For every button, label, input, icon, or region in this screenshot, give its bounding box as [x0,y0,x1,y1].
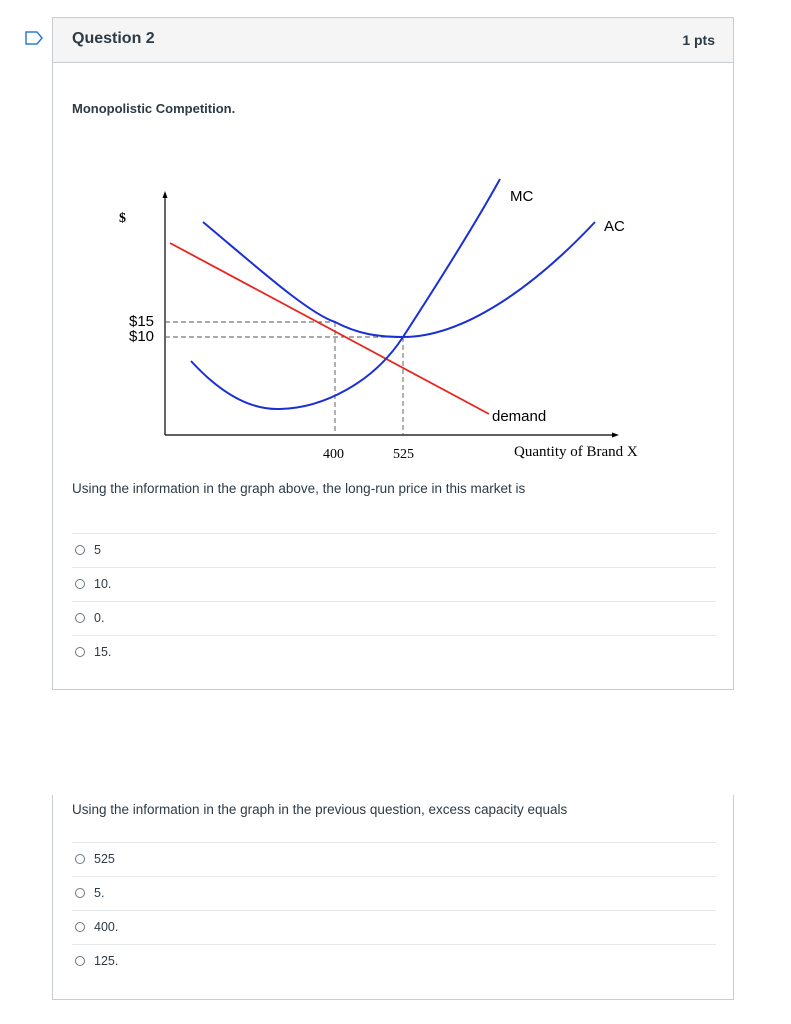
demand-curve [170,243,489,414]
y-axis-arrow-icon [163,191,168,198]
question-3-card [52,795,734,1000]
answer-option[interactable] [72,635,716,669]
question-prompt: Using the information in the graph in the previous question, excess capacity equals [72,802,568,817]
radio-button[interactable] [75,854,85,864]
radio-button[interactable] [75,956,85,966]
radio-button[interactable] [75,647,85,657]
qty-label-525: 525 [393,447,414,462]
demand-label: demand [492,408,547,425]
radio-button[interactable] [75,579,85,589]
price-label-15: $15 [129,313,155,330]
question-header [53,18,733,63]
answer-label: 10. [94,577,112,591]
answer-option[interactable] [72,944,716,978]
answer-option[interactable] [72,601,716,635]
answer-list [72,842,716,978]
qty-label-400: 400 [323,447,344,462]
monopolistic-competition-graph [53,148,733,468]
answer-list [72,533,716,669]
answer-label: 525 [94,852,115,866]
answer-option[interactable] [72,876,716,910]
radio-button[interactable] [75,888,85,898]
x-axis-arrow-icon [612,433,619,438]
answer-label: 15. [94,645,112,659]
mc-curve [191,179,500,409]
x-axis-label: Quantity of Brand X [514,444,638,460]
answer-label: 5 [94,543,101,557]
question-points: 1 pts [682,32,715,48]
answer-option[interactable] [72,567,716,601]
answer-label: 125. [94,954,119,968]
y-axis-label: $ [119,211,126,226]
answer-label: 0. [94,611,105,625]
question-prompt: Using the information in the graph above, the long-run price in this market is [72,481,526,496]
answer-label: 5. [94,886,105,900]
answer-label: 400. [94,920,119,934]
radio-button[interactable] [75,545,85,555]
answer-option[interactable] [72,533,716,567]
answer-option[interactable] [72,842,716,876]
question-intro: Monopolistic Competition. [72,101,236,116]
ac-label: AC [604,218,625,235]
price-label-10: $10 [129,328,155,345]
mc-label: MC [510,188,534,205]
ac-curve [203,222,595,337]
answer-option[interactable] [72,910,716,944]
bookmark-icon[interactable] [25,31,43,45]
radio-button[interactable] [75,922,85,932]
radio-button[interactable] [75,613,85,623]
question-2-card [52,17,734,690]
question-title: Question 2 [72,30,155,47]
